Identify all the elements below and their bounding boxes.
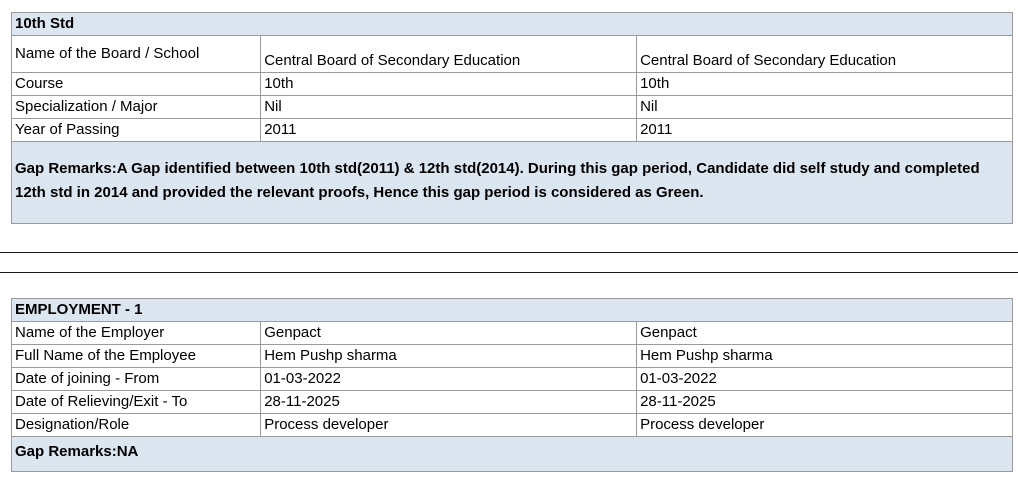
- row-value-2: Genpact: [637, 322, 1013, 345]
- table-row: [12, 96, 1013, 119]
- education-remarks-row: [12, 142, 1013, 224]
- row-value-1: Process developer: [261, 414, 637, 437]
- row-value-1: 01-03-2022: [261, 368, 637, 391]
- table-row: [12, 73, 1013, 96]
- row-label: Full Name of the Employee: [12, 345, 261, 368]
- row-label: Designation/Role: [12, 414, 261, 437]
- row-label: Name of the Employer: [12, 322, 261, 345]
- row-value-1: Genpact: [261, 322, 637, 345]
- table-row: [12, 368, 1013, 391]
- table-row: [12, 414, 1013, 437]
- row-value-2: Hem Pushp sharma: [637, 345, 1013, 368]
- employment-title: EMPLOYMENT - 1: [12, 299, 1013, 322]
- table-row: [12, 322, 1013, 345]
- row-label: Specialization / Major: [12, 96, 261, 119]
- row-value-2: Nil: [637, 96, 1013, 119]
- table-row: [12, 119, 1013, 142]
- row-value-1: 10th: [261, 73, 637, 96]
- gap-remarks: Gap Remarks:A Gap identified between 10th std(2011) & 12th std(2014). During this gap period, Candidate did self study and completed 12th std in 2014 and provided the relevant proofs, Hence this gap period is considered as Green.: [12, 142, 1013, 224]
- row-value-1: 2011: [261, 119, 637, 142]
- row-label: Year of Passing: [12, 119, 261, 142]
- row-value-2: 10th: [637, 73, 1013, 96]
- row-value-2: 2011: [637, 119, 1013, 142]
- section-divider-top: [0, 252, 1018, 253]
- table-row: [12, 391, 1013, 414]
- row-value-1: Nil: [261, 96, 637, 119]
- employment-table: [11, 298, 1013, 472]
- row-value-2: Central Board of Secondary Education: [637, 36, 1013, 73]
- table-row: [12, 345, 1013, 368]
- employment-remarks-row: [12, 437, 1013, 472]
- section-divider-bottom: [0, 272, 1018, 273]
- education-header-row: [12, 13, 1013, 36]
- row-value-2: 01-03-2022: [637, 368, 1013, 391]
- row-value-1: 28-11-2025: [261, 391, 637, 414]
- row-value-2: 28-11-2025: [637, 391, 1013, 414]
- row-value-1: Central Board of Secondary Education: [261, 36, 637, 73]
- row-label: Name of the Board / School: [12, 36, 261, 73]
- gap-remarks: Gap Remarks:NA: [12, 437, 1013, 472]
- row-label: Date of Relieving/Exit - To: [12, 391, 261, 414]
- table-row: [12, 36, 1013, 73]
- row-value-2: Process developer: [637, 414, 1013, 437]
- row-label: Course: [12, 73, 261, 96]
- employment-header-row: [12, 299, 1013, 322]
- row-label: Date of joining - From: [12, 368, 261, 391]
- education-title: 10th Std: [12, 13, 1013, 36]
- education-table: [11, 12, 1013, 224]
- row-value-1: Hem Pushp sharma: [261, 345, 637, 368]
